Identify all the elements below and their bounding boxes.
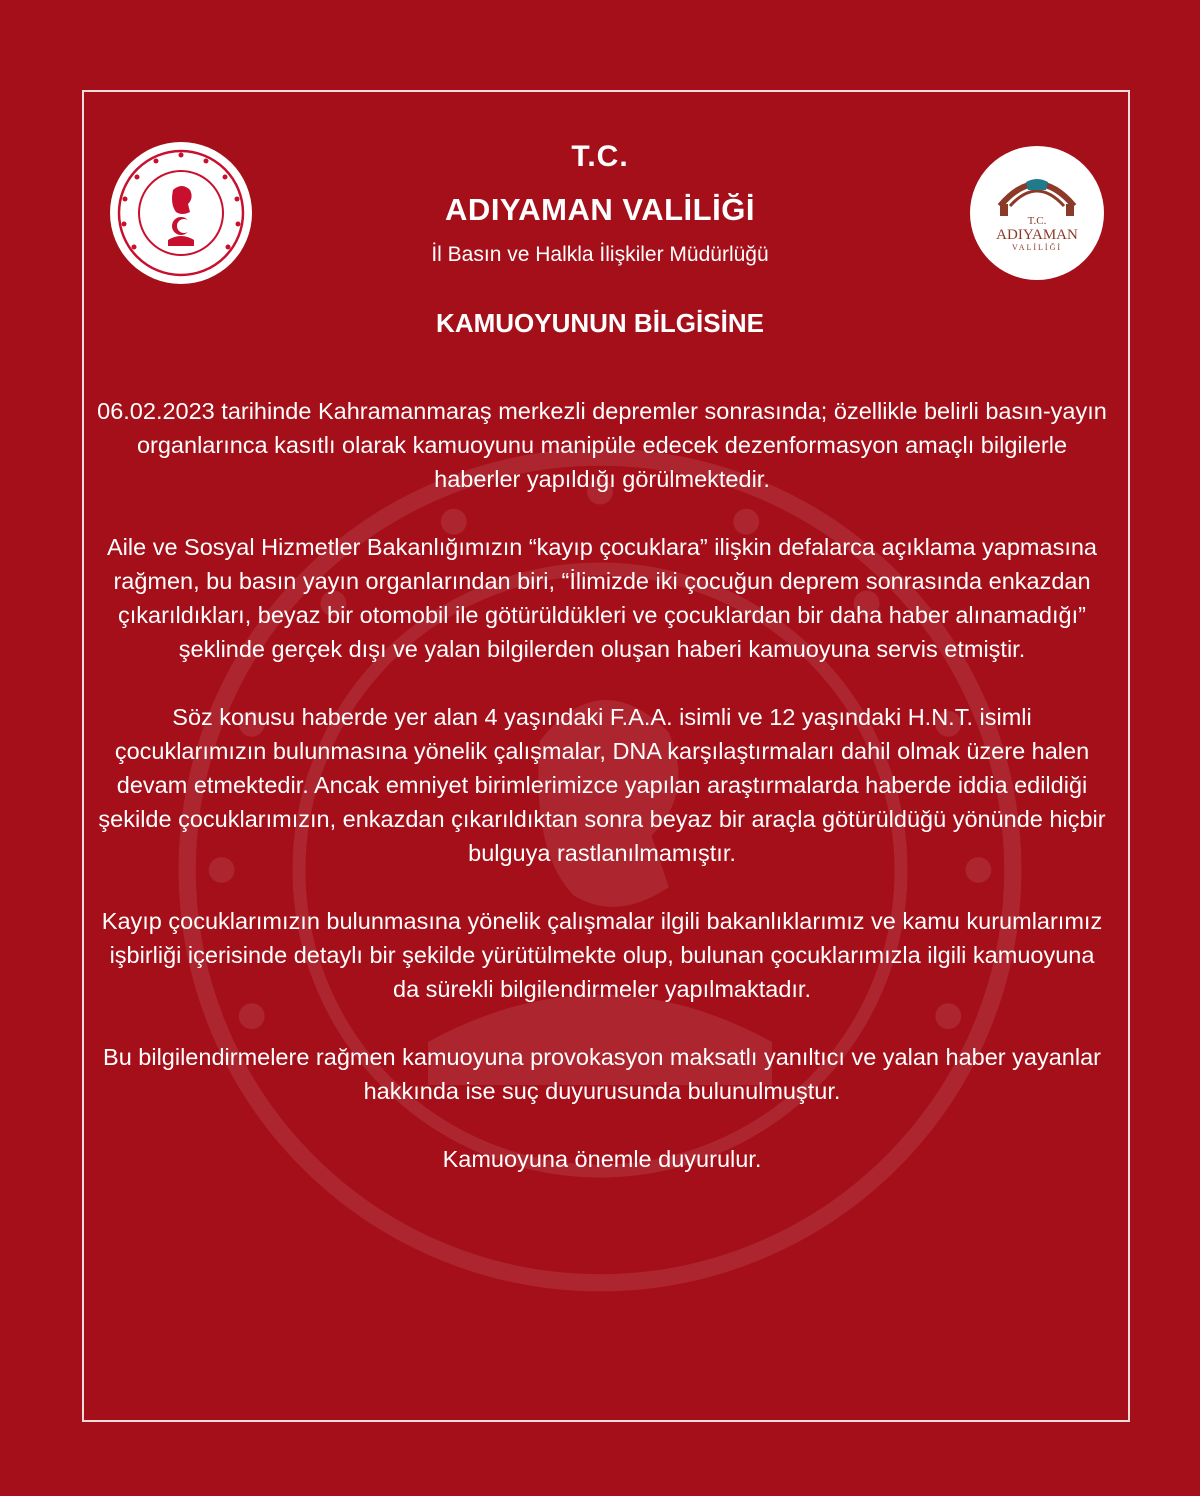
paragraph-4: Kayıp çocuklarımızın bulunmasına yönelik çalışmalar ilgili bakanlıklarımız ve kamu kurumlarımız işbirliği içerisinde detaylı bir şekilde yürütülmekte olup, bulunan çocuklarımızla ilgili kamuoyuna da sürekli bilgilendirmeler yapılmaktadır.: [101, 908, 1103, 1002]
paragraph-5: Bu bilgilendirmelere rağmen kamuoyuna provokasyon maksatlı yanıltıcı ve yalan haber yayanlar hakkında ise suç duyurusunda bulunulmuştur.: [103, 1044, 1101, 1104]
right-logo-line1: T.C.: [1027, 215, 1047, 227]
announcement-body: [96, 394, 1108, 1210]
right-logo-line2: ADIYAMAN: [996, 227, 1078, 243]
adiyaman-valiligi-logo: [970, 146, 1104, 280]
right-logo-line3: VALİLİĞİ: [1011, 243, 1063, 252]
page-subtitle: İl Basın ve Halkla İlişkiler Müdürlüğü: [431, 243, 769, 266]
ministry-seal-logo: [110, 142, 252, 284]
header-tc: T.C.: [571, 140, 629, 173]
notice-heading: KAMUOYUNUN BİLGİSİNE: [436, 308, 764, 338]
paragraph-3: Söz konusu haberde yer alan 4 yaşındaki F.A.A. isimli ve 12 yaşındaki H.N.T. isimli çocuklarımızın bulunmasına yönelik çalışmalar, DNA karşılaştırmaları dahil olmak üzere halen devam etmektedir. Ancak emniyet birimlerimizce yapılan araştırmalarda haberde iddia edildiği şekilde çocuklarımızın, enkazdan çıkarıldıktan sonra beyaz bir araçla götürüldüğü yönünde hiçbir bulguya rastlanılmamıştır.: [98, 704, 1106, 866]
page-title: ADIYAMAN VALİLİĞİ: [445, 192, 755, 227]
closing-line: Kamuoyuna önemle duyurulur.: [442, 1146, 762, 1172]
paragraph-1: 06.02.2023 tarihinde Kahramanmaraş merkezli depremler sonrasında; özellikle belirli basın-yayın organlarınca kasıtlı olarak kamuoyunu manipüle edecek dezenformasyon amaçlı bilgilerle haberler yapıldığı görülmektedir.: [97, 398, 1107, 492]
paragraph-2: Aile ve Sosyal Hizmetler Bakanlığımızın “kayıp çocuklara” ilişkin defalarca açıklama yapmasına rağmen, bu basın yayın organlarından biri, “İlimizde iki çocuğun deprem sonrasında enkazdan çıkarıldıkları, beyaz bir otomobil ile götürüldükleri ve çocuklardan bir daha haber alınamadığı” şeklinde gerçek dışı ve yalan bilgilerden oluşan haberi kamuoyuna servis etmiştir.: [106, 534, 1097, 662]
